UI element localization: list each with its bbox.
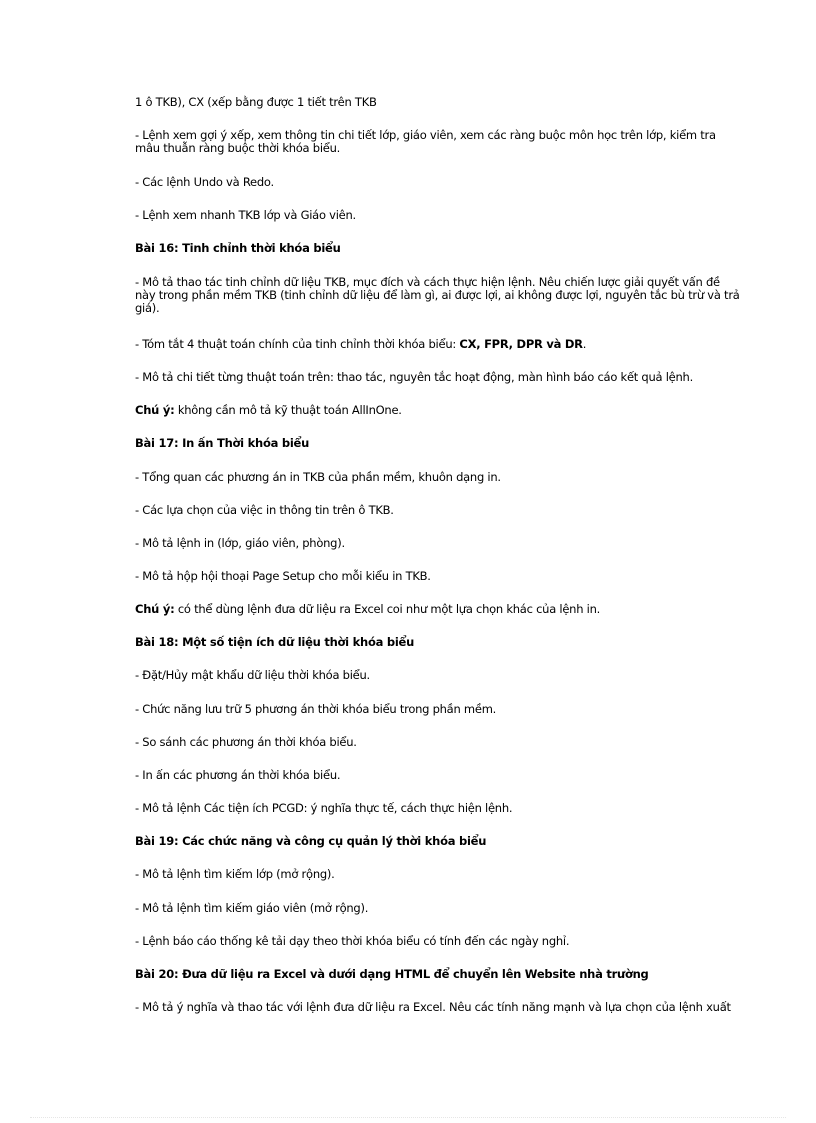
paragraph: - Các lựa chọn của việc in thông tin trên ô TKB. [135,503,394,517]
paragraph: - Tổng quan các phương án in TKB của phần mềm, khuôn dạng in. [135,470,501,484]
paragraph-text: - Tóm tắt 4 thuật toán chính của tinh chỉnh thời khóa biểu: [135,337,460,351]
paragraph: - Lệnh báo cáo thống kê tải dạy theo thời khóa biểu có tính đến các ngày nghỉ. [135,934,570,948]
paragraph: - Mô tả lệnh in (lớp, giáo viên, phòng). [135,536,345,550]
section-heading-20: Bài 20: Đưa dữ liệu ra Excel và dưới dạng HTML để chuyển lên Website nhà trường [135,967,649,981]
paragraph: - Lệnh xem gợi ý xếp, xem thông tin chi tiết lớp, giáo viên, xem các ràng buộc môn học trên lớp, kiểm tra mâu thuẫn ràng buộc thời khóa biểu. [135,128,716,155]
note [135,603,740,616]
page-footer-rule [30,1117,786,1118]
algorithm-names: CX, FPR, DPR và DR [459,337,583,351]
paragraph: - Mô tả ý nghĩa và thao tác với lệnh đưa dữ liệu ra Excel. Nêu các tính năng mạnh và lựa chọn của lệnh xuất [135,1000,731,1014]
paragraph: - Mô tả lệnh Các tiện ích PCGD: ý nghĩa thực tế, cách thực hiện lệnh. [135,801,513,815]
section-heading-16: Bài 16: Tinh chỉnh thời khóa biểu [135,241,341,255]
paragraph: - Mô tả thao tác tinh chỉnh dữ liệu TKB, mục đích và cách thực hiện lệnh. Nêu chiến lược giải quyết vấn đề này trong phần mềm TKB (tinh chỉnh dữ liệu để làm gì, ai được lợi, ai không được lợi, nguyên tắc bù trừ và trả giá). [135,275,740,315]
note-label: Chú ý: [135,403,175,417]
note-text: có thể dùng lệnh đưa dữ liệu ra Excel coi như một lựa chọn khác của lệnh in. [174,602,601,616]
paragraph: - Mô tả hộp hội thoại Page Setup cho mỗi kiểu in TKB. [135,569,431,583]
paragraph: - So sánh các phương án thời khóa biểu. [135,735,357,749]
paragraph: - Lệnh xem nhanh TKB lớp và Giáo viên. [135,208,356,222]
paragraph: 1 ô TKB), CX (xếp bằng được 1 tiết trên TKB [135,95,377,109]
paragraph [135,338,740,351]
note-text: không cần mô tả kỹ thuật toán AllInOne. [174,403,402,417]
paragraph: - In ấn các phương án thời khóa biểu. [135,768,341,782]
paragraph: - Các lệnh Undo và Redo. [135,175,274,189]
section-heading-18: Bài 18: Một số tiện ích dữ liệu thời khóa biểu [135,635,415,649]
paragraph: - Chức năng lưu trữ 5 phương án thời khóa biểu trong phần mềm. [135,702,497,716]
paragraph: - Mô tả chi tiết từng thuật toán trên: thao tác, nguyên tắc hoạt động, màn hình báo cáo kết quả lệnh. [135,370,693,384]
paragraph: - Đặt/Hủy mật khẩu dữ liệu thời khóa biểu. [135,668,370,682]
paragraph: - Mô tả lệnh tìm kiếm giáo viên (mở rộng). [135,901,369,915]
section-heading-17: Bài 17: In ấn Thời khóa biểu [135,436,310,450]
paragraph: - Mô tả lệnh tìm kiếm lớp (mở rộng). [135,867,335,881]
paragraph-tail: . [582,337,587,351]
note-label: Chú ý: [135,602,175,616]
note [135,404,740,417]
section-heading-19: Bài 19: Các chức năng và công cụ quản lý thời khóa biểu [135,834,487,848]
